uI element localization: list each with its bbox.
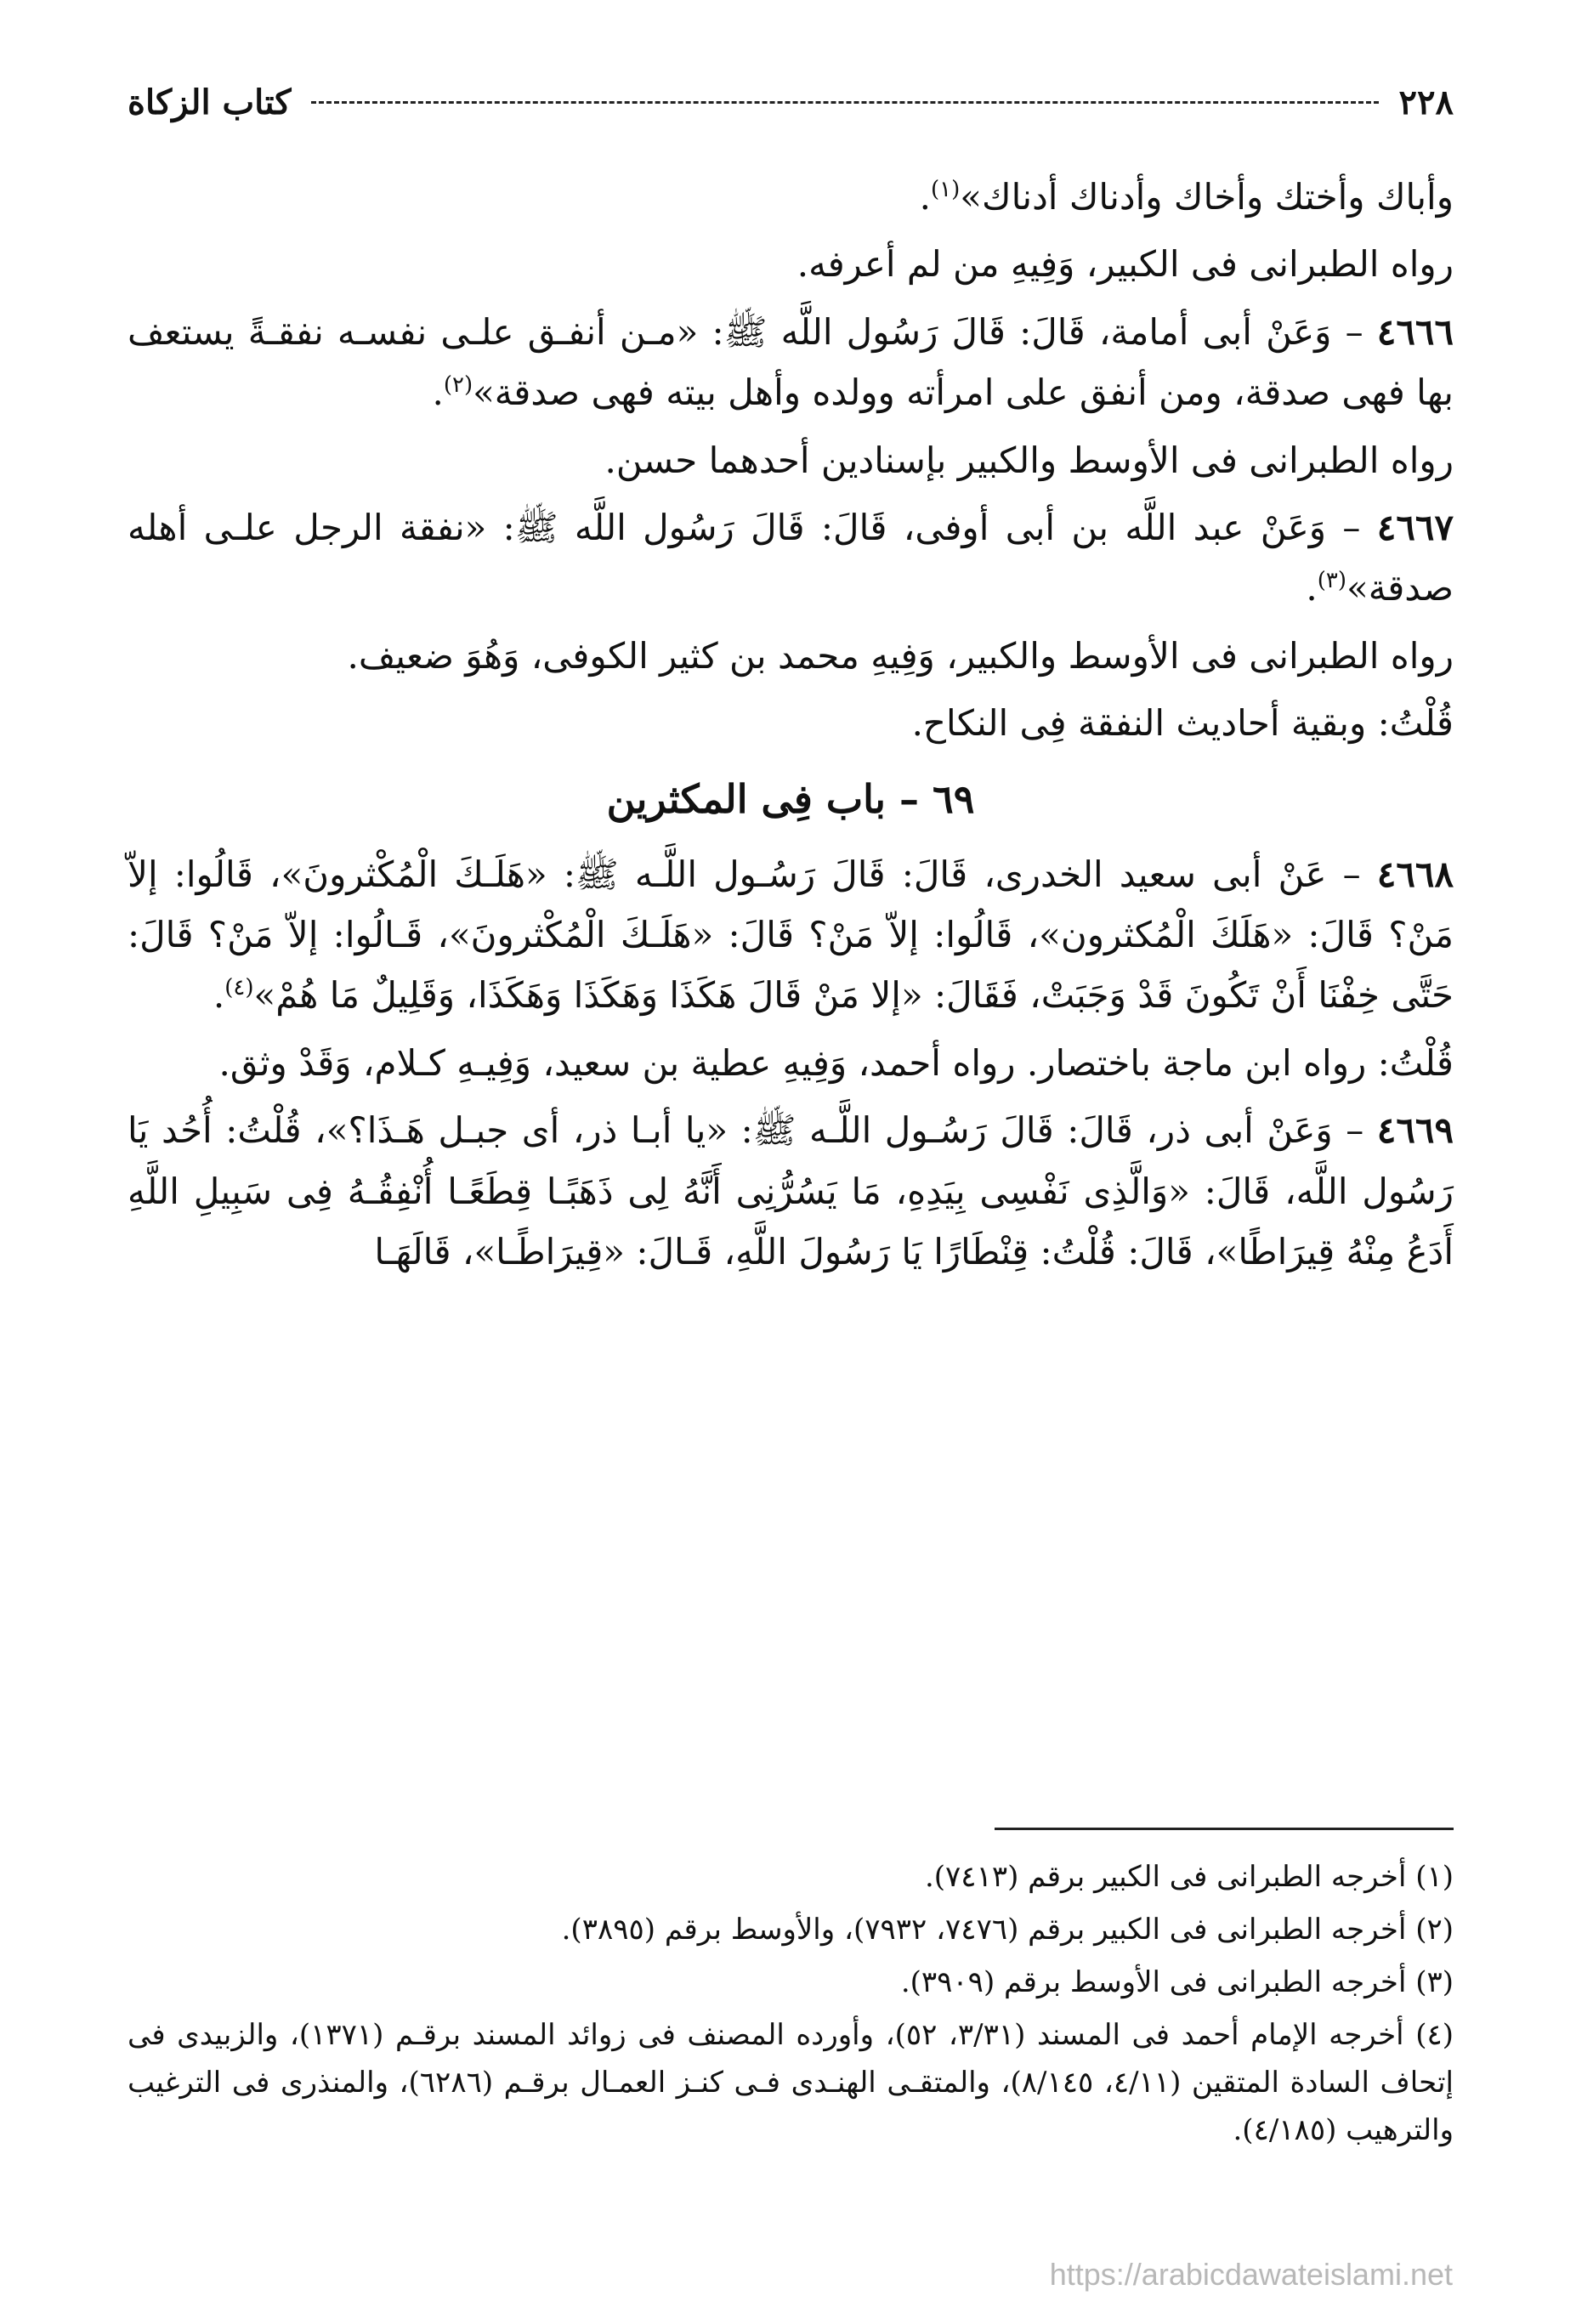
footnote-ref: (٢) [443, 372, 473, 399]
hadith-number: ٤٦٦٦ [1376, 310, 1454, 353]
paragraph: قُلْتُ: رواه ابن ماجة باختصار. رواه أحمد، وَفِيهِ عطية بن سعيد، وَفِيـهِ كـلام، وَقَدْ وثق. [218, 1041, 1454, 1084]
main-text [128, 167, 1454, 1282]
paragraph: وأباك وأختك وأخاك وأدناك أدناك»$^{(١)}$. [919, 176, 1454, 218]
hadith-number: ٤٦٦٨ [1376, 853, 1454, 895]
hadith-text: – وَعَنْ أبى أمامة، قَالَ: قَالَ رَسُول اللَّه ﷺ: «مـن أنفـق علـى نفسـه نفقـةً يستعف بها فهى صدقة، ومن أنفق على امرأته وولده وأهل بيته فهى صدقة» [128, 310, 1454, 414]
footnote: (٣) أخرجه الطبرانى فى الأوسط برقم (٣٩٠٩). [900, 1965, 1454, 2000]
hadith-number: ٤٦٦٩ [1376, 1109, 1454, 1152]
footnote-ref: (١) [931, 177, 961, 202]
paragraph: رواه الطبرانى فى الأوسط والكبير، وَفِيهِ محمد بن كثير الكوفى، وَهُوَ ضعيف. [347, 634, 1454, 677]
header-dashed-rule [311, 101, 1378, 104]
footnotes [128, 1853, 1454, 2160]
paragraph: رواه الطبرانى فى الكبير، وَفِيهِ من لم أعرفه. [796, 243, 1454, 286]
footnote: (١) أخرجه الطبرانى فى الكبير برقم (٧٤١٣). [924, 1860, 1454, 1894]
hadith-text: – عَنْ أبى سعيد الخدرى، قَالَ: قَالَ رَسُـول اللَّـه ﷺ: «هَلَـكَ الْمُكْثرونَ»، قَالُوا: إلاّ مَنْ؟ قَالَ: «هَلَكَ الْمُكثرون»، قَالُوا: إلاّ مَنْ؟ قَالَ: «هَلَـكَ الْمُكْثرونَ»، قَـالُوا: إلاّ مَنْ؟ قَالَ: حَتَّى خِفْنَا أَنْ تَكُونَ قَدْ وَجَبَتْ، فَقَالَ: «إلا مَنْ قَالَ هَكَذَا وَهَكَذَا وَهَكَذَا، وَقَلِيلٌ مَا هُمْ» [128, 853, 1454, 1017]
hadith-4666: ٤٦٦٦ – وَعَنْ أبى أمامة، قَالَ: قَالَ رَسُول اللَّه ﷺ: «مـن أنفـق علـى نفسـه نفقـةً يستعف بها فهى صدقة، ومن أنفق على امرأته وولده وأهل بيته فهى صدقة»$^{(٢)}$. [128, 310, 1454, 414]
book-title: كتاب الزكاة [128, 82, 292, 122]
watermark-url: https://arabicdawateislami.net [1049, 2257, 1453, 2292]
page-content [128, 68, 1454, 1289]
hadith-number: ٤٦٦٧ [1376, 506, 1454, 548]
hadith-text: – وَعَنْ أبى ذر، قَالَ: قَالَ رَسُـول اللَّـه ﷺ: «يا أبـا ذر، أى جبـل هَـذَا؟»، قُلْتُ: أُحُد يَا رَسُول اللَّه، قَالَ: «وَالَّذِى نَفْسِى بِيَدِهِ، مَا يَسُرُّنِى أَنَّهُ لِى ذَهَبًـا قِطَعًـا أُنْفِقُـهُ فِى سَبِيلِ اللَّهِ أَدَعُ مِنْهُ قِيرَاطًا»، قَالَ: قُلْتُ: قِنْطَارًا يَا رَسُولَ اللَّهِ، قَـالَ: «قِيرَاطًـا»، قَالَهَـا [128, 1109, 1454, 1273]
footnote: (٤) أخرجه الإمام أحمد فى المسند (٣/٣١، ٥٢)، وأورده المصنف فى زوائد المسند برقـم (١٣٧١)، والزبيدى فى إتحاف السادة المتقين (٤/١١، ٨/١٤٥)، والمتقـى الهنـدى فـى كنـز العمـال برقـم (٦٢٨٦)، والمنذرى فى الترغيب والترهيب (٤/١٨٥). [128, 2018, 1454, 2148]
hadith-4669 [128, 1100, 1454, 1282]
chapter-heading: ٦٩ – باب فِى المكثرين [606, 775, 975, 822]
hadith-4667: ٤٦٦٧ – وَعَنْ عبد اللَّه بن أبى أوفى، قَالَ: قَالَ رَسُول اللَّه ﷺ: «نفقة الرجل علـى أهله صدقة»$^{(٣)}$. [128, 506, 1454, 609]
paragraph: قُلْتُ: وبقية أحاديث النفقة فِى النكاح. [911, 702, 1454, 745]
paragraph-text: وأباك وأختك وأخاك وأدناك أدناك» [960, 176, 1454, 218]
paragraph: رواه الطبرانى فى الأوسط والكبير بإسنادين أحدهما حسن. [604, 439, 1454, 481]
hadith-4668: ٤٦٦٨ – عَنْ أبى سعيد الخدرى، قَالَ: قَالَ رَسُـول اللَّـه ﷺ: «هَلَـكَ الْمُكْثرونَ»، قَالُوا: إلاّ مَنْ؟ قَالَ: «هَلَكَ الْمُكثرون»، قَالُوا: إلاّ مَنْ؟ قَالَ: «هَلَـكَ الْمُكْثرونَ»، قَـالُوا: إلاّ مَنْ؟ قَالَ: حَتَّى خِفْنَا أَنْ تَكُونَ قَدْ وَجَبَتْ، فَقَالَ: «إلا مَنْ قَالَ هَكَذَا وَهَكَذَا وَهَكَذَا، وَقَلِيلٌ مَا هُمْ»$^{(٤)}$. [128, 853, 1454, 1017]
footnote: (٢) أخرجه الطبرانى فى الكبير برقم (٧٤٧٦، ٧٩٣٢)، والأوسط برقم (٣٨٩٥). [561, 1913, 1454, 1947]
page-number: ٢٢٨ [1398, 82, 1454, 122]
hadith-text: – وَعَنْ عبد اللَّه بن أبى أوفى، قَالَ: قَالَ رَسُول اللَّه ﷺ: «نفقة الرجل علـى أهله صدقة» [128, 506, 1454, 609]
page-header [128, 68, 1454, 136]
footnote-ref: (٤) [224, 975, 254, 1001]
footnote-divider [995, 1828, 1454, 1830]
footnote-ref: (٣) [1317, 568, 1346, 594]
